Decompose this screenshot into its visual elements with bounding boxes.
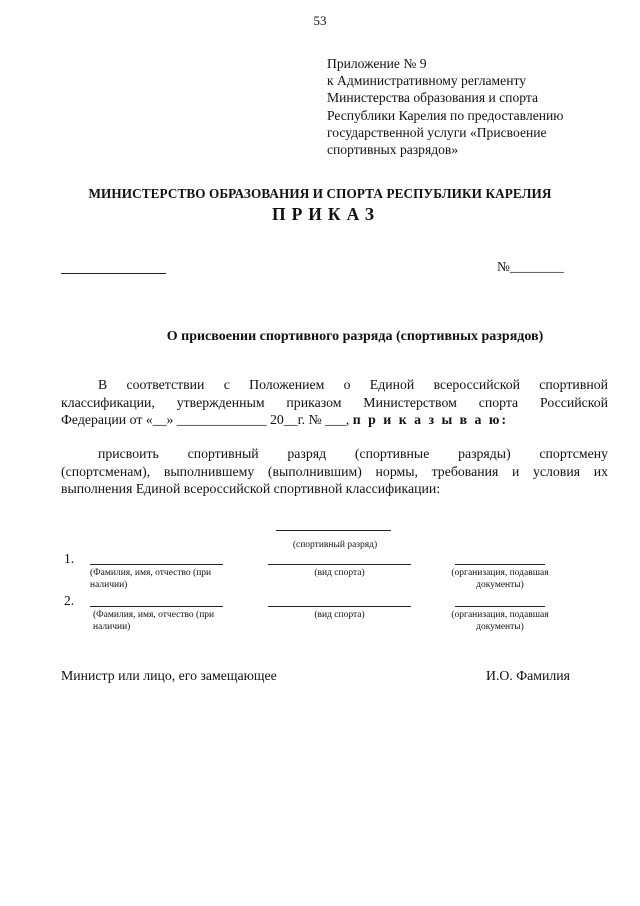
assignment-paragraph xyxy=(61,445,608,498)
appendix-line: Министерства образования и спорта xyxy=(327,90,539,106)
order-title: ПРИКАЗ xyxy=(271,204,381,224)
order-subject: О присвоении спортивного разряда (спортивных разрядов) xyxy=(166,329,544,344)
name-caption-line: наличии) xyxy=(93,621,131,632)
org-caption xyxy=(440,610,560,633)
preamble-line-start: Федерации от «__» _____________ 20__г. № ___, xyxy=(61,412,350,427)
name-caption-line: (Фамилия, имя, отчество (при xyxy=(90,568,212,578)
row-number: 2. xyxy=(64,593,75,608)
org-caption-line: документы) xyxy=(476,621,524,632)
signatory-name: И.О. Фамилия xyxy=(486,668,571,683)
appendix-line: Приложение № 9 xyxy=(327,56,427,71)
name-blank-line xyxy=(90,606,223,607)
name-blank-line xyxy=(90,564,223,565)
date-blank-line xyxy=(61,273,166,274)
name-caption xyxy=(93,610,214,633)
assignment-line: (спортсменам), выполнившему (выполнившим) нормы, требования и условия их xyxy=(61,463,608,479)
order-number-label: №________ xyxy=(497,259,564,274)
assignment-line: выполнения Единой всероссийской спортивной классификации: xyxy=(61,481,441,496)
preamble-line: В соответствии с Положением о Единой всероссийской спортивной xyxy=(98,377,608,392)
ministry-heading: МИНИСТЕРСТВО ОБРАЗОВАНИЯ И СПОРТА РЕСПУБЛИКИ КАРЕЛИЯ xyxy=(88,186,552,201)
sport-blank-line xyxy=(268,564,411,565)
name-caption-line: (Фамилия, имя, отчество (при xyxy=(93,610,215,620)
org-caption-line: документы) xyxy=(476,579,524,590)
row-number: 1. xyxy=(64,551,75,566)
org-blank-line xyxy=(455,564,545,565)
appendix-line: государственной услуги «Присвоение xyxy=(327,124,547,140)
name-caption-line: наличии) xyxy=(90,579,128,590)
rank-blank-line xyxy=(276,530,391,531)
appendix-line: к Административному регламенту xyxy=(327,73,527,89)
order-word: п р и к а з ы в а ю: xyxy=(352,412,509,427)
sport-caption: (вид спорта) xyxy=(314,568,365,578)
rank-caption: (спортивный разряд) xyxy=(292,540,378,550)
assignment-line: присвоить спортивный разряд (спортивные разряды) спортсмену xyxy=(98,446,608,461)
appendix-line: Республики Карелия по предоставлению xyxy=(327,107,564,123)
sport-blank-line xyxy=(268,606,411,607)
appendix-note xyxy=(327,55,627,158)
signatory-position: Министр или лицо, его замещающее xyxy=(61,668,277,683)
sport-caption: (вид спорта) xyxy=(314,610,365,620)
appendix-line: спортивных разрядов» xyxy=(327,142,459,158)
preamble-paragraph xyxy=(61,376,608,429)
org-caption-line: (организация, подавшая xyxy=(451,610,549,620)
preamble-line: классификации, утвержденным приказом Министерством спорта Российской xyxy=(61,394,608,410)
org-caption-line: (организация, подавшая xyxy=(451,568,549,578)
page-number: 53 xyxy=(313,13,327,28)
org-blank-line xyxy=(455,606,545,607)
name-caption xyxy=(90,568,211,591)
org-caption xyxy=(440,568,560,591)
preamble-line xyxy=(61,411,608,429)
